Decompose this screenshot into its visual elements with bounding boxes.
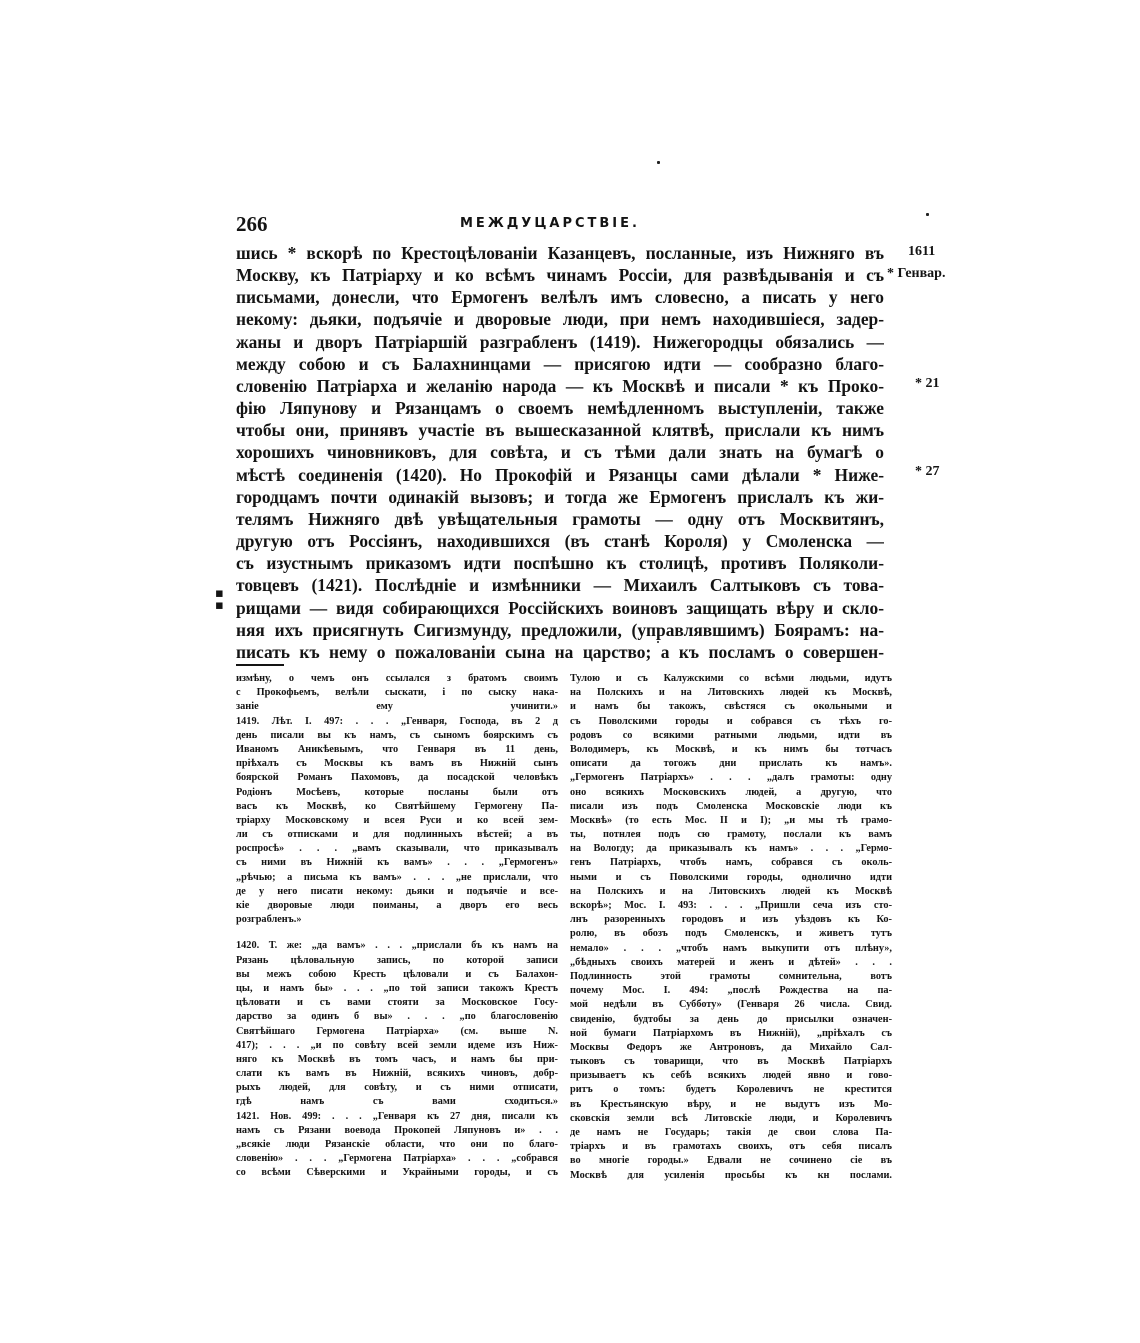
body-text-line: няя ихъ присягнуть Сигизмунду, предложили, (управлявшимъ) Боярамъ: на- [236, 619, 884, 640]
footnote-line: де у него писати некому: дьяки и подъячіе и все- [236, 885, 558, 897]
footnote-line: цѣловати и съ вами стояти за Московское Госу- [236, 997, 558, 1009]
margin-note-month: * Генвар. [887, 266, 946, 281]
footnote-line: слати къ вамъ въ Нижній, всякихъ чиновъ, добр- [236, 1068, 558, 1080]
footnote-line: тріарху Московскому и всея Руси и ко всей зем- [236, 814, 558, 826]
footnote-line: ной бумаги Патріархомъ въ Нижній), „пріѣхалъ съ [570, 1027, 892, 1039]
body-text-line: чтобы они, принявъ участіе въ вышесказанной клятвѣ, прислали къ нимъ [236, 420, 884, 441]
footnote-line: и намъ бы такожъ, свѣстяся съ окольными и [570, 701, 892, 713]
footnote-line: оно всякихъ Московскихъ людей, а другую, что [570, 786, 892, 798]
footnote-line: роспросѣ» . . . „вамъ сказывали, что приказывалъ [236, 843, 558, 855]
footnote-line: сковскія земли всѣ Литовскіе люди, и Королевичъ [570, 1112, 892, 1124]
ink-speck [657, 161, 660, 164]
footnote-line: на Полскихъ и на Литовскихъ людей къ Москвѣ, [570, 687, 892, 699]
footnotes-right-column [570, 672, 892, 1183]
footnote-gap [236, 927, 558, 939]
body-text-line: некому: дьяки, подъячіе и дворовые люди, при немъ находившіеся, задер- [236, 309, 884, 330]
footnote-line: боярской Романъ Пахомовъ, да посадской человѣкъ [236, 772, 558, 784]
footnote-line: заніе ему учинити.» [236, 701, 558, 713]
footnote-line: вы межъ собою Кресть цѣловали и съ Балахон- [236, 968, 558, 980]
footnote-line: мой недѣли въ Субботу» (Генваря 26 числа. Свид. [570, 999, 892, 1011]
footnote-line: Иваномъ Аникѣевымъ, что Генваря въ 11 день, [236, 743, 558, 755]
body-text-line: словенію Патріарха и желанію народа — къ Москвѣ и писали * къ Проко- [236, 375, 884, 396]
body-text-line: хорошихъ чиновниковъ, для совѣта, и съ тѣми дали знать на бумагѣ о [236, 442, 884, 463]
footnote-line: пріѣхалъ съ Москвы къ вамъ въ Нижній сынъ [236, 758, 558, 770]
footnote-line: свиденію, будтобы за день до присылки означен- [570, 1013, 892, 1025]
body-text-line: письмами, донесли, что Ермогенъ велѣлъ имъ словесно, а писать у него [236, 287, 884, 308]
footnote-line: кіе дворовые люди поиманы, а дворъ его весь [236, 900, 558, 911]
footnote-line: Володимеръ, къ Москвѣ, и къ нимъ бы тотчасъ [570, 743, 892, 755]
footnote-line: „Гермогенъ Патріархъ» . . . „далъ грамоты: одну [570, 772, 892, 784]
page-header [236, 212, 932, 238]
footnote-line: розграбленъ.» [236, 914, 302, 926]
footnote-line: родовъ со всякими ратными людьми, идти въ [570, 729, 892, 741]
footnote-line: съ Поволскими городы и собрався съ тѣхъ го- [570, 715, 892, 727]
body-text-line: Москву, къ Патріарху и ко всѣмъ чинамъ Россіи, для развѣдыванія и съ [236, 265, 884, 286]
footnote-line: рыхъ людей, для совѣту, и съ ними отписати, [236, 1082, 558, 1094]
footnote-line: 1419. Лѣт. I. 497: . . . „Генваря, Господа, въ 2 д [236, 715, 558, 727]
running-head: МЕЖДУЦАРСТВІЕ. [460, 216, 640, 231]
footnote-line: почему Мос. I. 494: „послѣ Рождества на па- [570, 985, 892, 997]
footnote-line: васъ къ Москвѣ, ко Святѣйшему Гермогену Па- [236, 800, 558, 812]
footnote-line: с Прокофьемъ, велѣли сыскати, і по сыску нака- [236, 687, 558, 699]
body-text-line: шись * вскорѣ по Крестоцѣлованіи Казанцевъ, посланные, изъ Нижняго въ [236, 243, 884, 263]
footnote-line: немало» . . . „чтобъ намъ выкупити отъ плѣну», [570, 942, 892, 954]
footnote-line: тріархъ и въ грамотахъ своихъ, отъ себя писалъ [570, 1141, 892, 1153]
footnote-line: гдѣ намъ съ вами сходиться.» [236, 1096, 558, 1108]
footnote-line: на Полскихъ и на Литовскихъ людей къ Москвѣ [570, 885, 892, 897]
footnotes-left-column [236, 672, 558, 1181]
footnote-line: во многіе городы.» Едвали не сочинено сіе въ [570, 1155, 892, 1167]
footnote-line: лнъ разоренныхъ городовъ и изъ уѣздовъ къ Ко- [570, 914, 892, 926]
footnote-line: 417); . . . „и по совѣту всей земли идеме изъ Ниж- [236, 1039, 558, 1051]
page-number: 266 [236, 212, 268, 236]
footnote-line: тыковъ съ товарищи, что въ Москвѣ Патріархъ [570, 1056, 892, 1068]
footnote-line: Тулою и съ Калужскими со всѣми людьми, идутъ [570, 673, 892, 684]
footnote-line: генъ Патріархъ, чтобъ намъ, собрався съ околь- [570, 857, 892, 869]
footnote-line: день писали вы къ намъ, съ сыномъ боярскимъ съ [236, 729, 558, 741]
footnote-line: писали изъ подъ Смоленска Московскіе люди къ [570, 800, 892, 812]
footnote-line: призываетъ къ себѣ всякихъ людей явно и гово- [570, 1070, 892, 1082]
footnote-line: описати да тогожъ дни прислать къ намъ». [570, 758, 892, 770]
body-text-line: фію Ляпунову и Рязанцамъ о своемъ немѣдленномъ выступленіи, также [236, 398, 884, 419]
footnote-line: дарство за одинъ б вы» . . . „по благословенію [236, 1011, 558, 1023]
body-text-line: городцамъ почти одинакій вызовъ; и тогда же Ермогенъ прислалъ къ жи- [236, 486, 884, 507]
body-text-line: между собою и съ Балахнинцами — присягою идти — сообразно благо- [236, 353, 884, 374]
body-text-line: жаны и дворъ Патріаршій разграбленъ (1419). Нижегородцы обязались — [236, 331, 884, 352]
footnote-divider [236, 664, 284, 666]
body-text-line: телямъ Нижняго двѣ увѣщательныя грамоты — одну отъ Москвитянъ, [236, 508, 884, 529]
body-text-line: писать къ нему о пожалованіи сына на царство; а къ посламъ о совершен- [236, 641, 884, 662]
footnote-line: намъ съ Рязани воевода Прокопей Ляпуновъ и» . . [236, 1124, 558, 1136]
footnote-line: 1421. Нов. 499: . . . „Генваря къ 27 дня, писали къ [236, 1110, 558, 1122]
margin-note-year: 1611 [908, 244, 936, 259]
footnote-line: ритъ о томъ: будетъ Королевичъ не крестится [570, 1084, 892, 1096]
footnote-line: цы, и намъ бы» . . . „по той записи такожъ Крестъ [236, 982, 558, 994]
footnote-line: на Вологду; да приказывалъ къ намъ» . . . „Гермо- [570, 843, 892, 855]
body-text-line: мѣстѣ соединенія (1420). Но Прокофій и Рязанцы сами дѣлали * Ниже- [236, 464, 884, 485]
footnote-line: „бѣдныхъ своихъ матерей и женъ и дѣтей» . . . [570, 956, 892, 968]
footnote-line: Подлинность этой грамоты сомнительна, вотъ [570, 970, 892, 982]
footnote-line: няго къ Москвѣ въ томъ часъ, и намъ бы при- [236, 1053, 558, 1065]
footnote-line: ными и съ Поволскими городы, однолично идти [570, 871, 892, 883]
footnote-line: „рѣчью; а письма къ вамъ» . . . „не прислали, что [236, 871, 558, 883]
footnote-line: со всѣми Сѣверскими и Украйными городы, и съ [236, 1167, 558, 1179]
footnote-line: съ ними въ Нижній къ вамъ» . . . „Гермогенъ» [236, 857, 558, 869]
main-text [236, 242, 884, 663]
body-text-line: рищами — видя собирающихся Россійскихъ воиновъ защищать вѣру и скло- [236, 597, 884, 618]
body-text-line: другую отъ Россіянъ, находившихся (въ станѣ Короля) у Смоленска — [236, 531, 884, 552]
footnote-line: въ Крестьянскую вѣру, и не выдутъ изъ Мо- [570, 1098, 892, 1110]
body-text-line: товцевъ (1421). Послѣдніе и измѣнники — Михаилъ Салтыковъ съ това- [236, 575, 884, 596]
margin-note-day: * 27 [915, 464, 940, 479]
footnote-line: ты, потнлея подъ сю грамоту, послали къ вамъ [570, 829, 892, 841]
footnote-line: Рязань цѣловальную запись, по которой записи [236, 954, 558, 966]
margin-note-day: * 21 [915, 376, 940, 391]
footnote-line: „всякіе люди Рязанскіе области, что они по благо- [236, 1139, 558, 1150]
footnote-line: словенію» . . . „Гермогена Патріарха» . . . „собрався [236, 1153, 558, 1165]
body-text-line: съ изустнымъ приказомъ идти поспѣшно къ столицѣ, противъ Поляколи- [236, 553, 884, 574]
footnote-line: Москвѣ» (то есть Мос. II и I); „и мы тѣ грамо- [570, 814, 892, 826]
footnote-line: Москвѣ для усиленія просьбы къ кн послами. [570, 1169, 892, 1181]
footnote-line: 1420. Т. же: „да вамъ» . . . „прислали бъ къ намъ на [236, 940, 558, 952]
footnote-line: ли съ отписками и для подлинныхъ вѣстей; а въ [236, 829, 558, 841]
edge-mark: ▪ ▪ [215, 586, 224, 613]
footnote-line: де намъ не Государь; такія де свои слова Па- [570, 1127, 892, 1138]
footnote-line: ролю, въ обозъ подъ Смоленскъ, и живетъ тутъ [570, 928, 892, 940]
footnote-line: Святѣйшаго Гермогена Патріарха» (см. выше N. [236, 1025, 558, 1037]
footnote-line: Москвы Федоръ же Антроновъ, да Михайло Сал- [570, 1041, 892, 1053]
footnote-line: измѣну, о чемъ онъ ссылался з братомъ своимъ [236, 673, 558, 684]
footnote-line: вскорѣ»; Мос. I. 493: . . . „Пришли сеча изъ сто- [570, 900, 892, 911]
footnote-line: Родіонъ Мосѣевъ, которые посланы были отъ [236, 786, 558, 798]
